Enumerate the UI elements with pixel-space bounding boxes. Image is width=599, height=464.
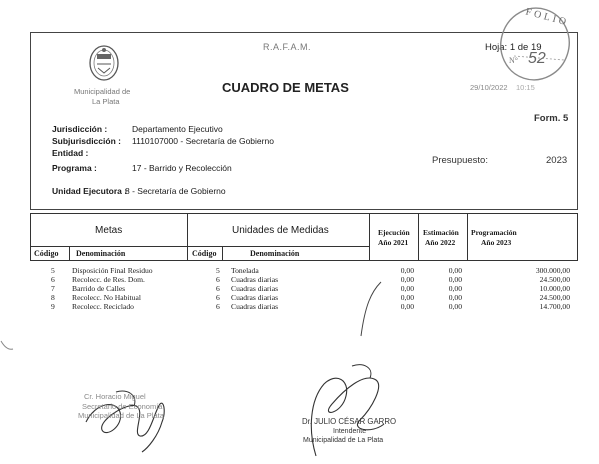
row-name: Recolecc. Reciclado: [72, 302, 134, 311]
budget-year: 2023: [546, 155, 568, 166]
metas-denominacion-header: Denominación: [76, 249, 126, 258]
divider: [418, 213, 419, 260]
row-estimacion: 0,00: [448, 284, 462, 293]
row-unit-code: 6: [216, 284, 220, 293]
unidad-ejecutora-value: 8 - Secretaría de Gobierno: [125, 186, 226, 196]
row-code: 6: [51, 275, 55, 284]
row-unit: Cuadras diarias: [231, 275, 279, 284]
estimacion-header-line2: Año 2022: [425, 238, 456, 247]
metas-header: Metas: [95, 225, 123, 236]
programacion-header-line1: Programación: [471, 228, 517, 237]
row-unit-code: 5: [216, 266, 220, 275]
right-signature-icon: [280, 360, 410, 459]
margin-mark: [0, 338, 14, 352]
right-signer-org: Municipalidad de La Plata: [303, 437, 384, 444]
left-signer-name: Cr. Horacio Miguel: [84, 392, 146, 401]
row-estimacion: 0,00: [448, 266, 462, 275]
estimacion-header-line1: Estimación: [423, 228, 459, 237]
divider: [69, 246, 70, 260]
row-ejecucion: 0,00: [400, 293, 414, 302]
right-signer-role: Intendente: [333, 428, 367, 435]
row-code: 8: [51, 293, 55, 302]
row-programacion: 24.500,00: [539, 275, 570, 284]
row-unit: Cuadras diarias: [231, 284, 279, 293]
table-top-rule: [30, 213, 578, 214]
row-unit-code: 6: [216, 302, 220, 311]
row-unit: Tonelada: [231, 266, 259, 275]
row-unit-code: 6: [216, 293, 220, 302]
unidades-codigo-header: Código: [192, 249, 217, 258]
page-number: Hoja: 1 de 19: [485, 42, 542, 53]
right-signer-name: Dr. JULIO CÉSAR GARRO: [302, 417, 397, 426]
entidad-label: Entidad :: [52, 148, 89, 158]
subjurisdiccion-value: 1110107000 - Secretaría de Gobierno: [132, 136, 274, 146]
divider: [187, 213, 188, 260]
municipality-line2: La Plata: [92, 97, 120, 106]
divider: [467, 213, 468, 260]
row-name: Recolecc. de Res. Dom.: [72, 275, 145, 284]
row-estimacion: 0,00: [448, 293, 462, 302]
pen-stroke: [355, 280, 385, 340]
folio-stamp-no: N°: [509, 56, 518, 65]
table-head-rule: [30, 246, 369, 247]
jurisdiccion-label: Jurisdicción :: [52, 124, 108, 134]
programa-label: Programa :: [52, 163, 97, 173]
programacion-header-line2: Año 2023: [481, 238, 512, 247]
divider: [369, 213, 370, 260]
report-date: 29/10/2022: [470, 83, 508, 92]
row-unit: Cuadras diarias: [231, 293, 279, 302]
row-ejecucion: 0,00: [400, 266, 414, 275]
divider: [577, 213, 578, 260]
unidad-ejecutora-label: Unidad Ejecutora :: [52, 186, 128, 196]
unidades-denominacion-header: Denominación: [250, 249, 300, 258]
row-ejecucion: 0,00: [400, 302, 414, 311]
municipality-line1: Municipalidad de: [74, 87, 131, 96]
subjurisdiccion-label: Subjurisdicción :: [52, 136, 121, 146]
ejecucion-header-line2: Año 2021: [378, 238, 409, 247]
left-signer-role: Secretario de Economía: [82, 402, 163, 411]
row-name: Recolecc. No Habitual: [72, 293, 141, 302]
divider: [30, 213, 31, 260]
row-code: 5: [51, 266, 55, 275]
row-code: 7: [51, 284, 55, 293]
row-programacion: 14.700,00: [539, 302, 570, 311]
row-code: 9: [51, 302, 55, 311]
left-signer-org: Municipalidad de La Plata: [78, 411, 164, 420]
metas-codigo-header: Código: [34, 249, 59, 258]
row-programacion: 24.500,00: [539, 293, 570, 302]
budget-label: Presupuesto:: [432, 155, 488, 166]
row-unit-code: 6: [216, 275, 220, 284]
report-title: CUADRO DE METAS: [222, 80, 349, 95]
row-unit: Cuadras diarias: [231, 302, 279, 311]
jurisdiccion-value: Departamento Ejecutivo: [132, 124, 223, 134]
folio-stamp-label: FOLIO: [524, 6, 571, 29]
row-name: Disposición Final Residuo: [72, 266, 153, 275]
form-number: Form. 5: [534, 113, 569, 124]
programa-value: 17 - Barrido y Recolección: [132, 163, 232, 173]
report-time: 10:15: [516, 83, 535, 92]
row-programacion: 300.000,00: [535, 266, 570, 275]
row-name: Barrido de Calles: [72, 284, 126, 293]
row-programacion: 10.000,00: [539, 284, 570, 293]
row-ejecucion: 0,00: [400, 284, 414, 293]
folio-stamp-number: 52: [528, 50, 546, 67]
row-ejecucion: 0,00: [400, 275, 414, 284]
system-name: R.A.F.A.M.: [263, 42, 312, 52]
ejecucion-header-line1: Ejecución: [378, 228, 410, 237]
coat-of-arms-icon: [88, 44, 120, 82]
unidades-header: Unidades de Medidas: [232, 225, 329, 236]
row-estimacion: 0,00: [448, 275, 462, 284]
row-estimacion: 0,00: [448, 302, 462, 311]
divider: [222, 246, 223, 260]
table-bottom-rule: [30, 260, 578, 261]
